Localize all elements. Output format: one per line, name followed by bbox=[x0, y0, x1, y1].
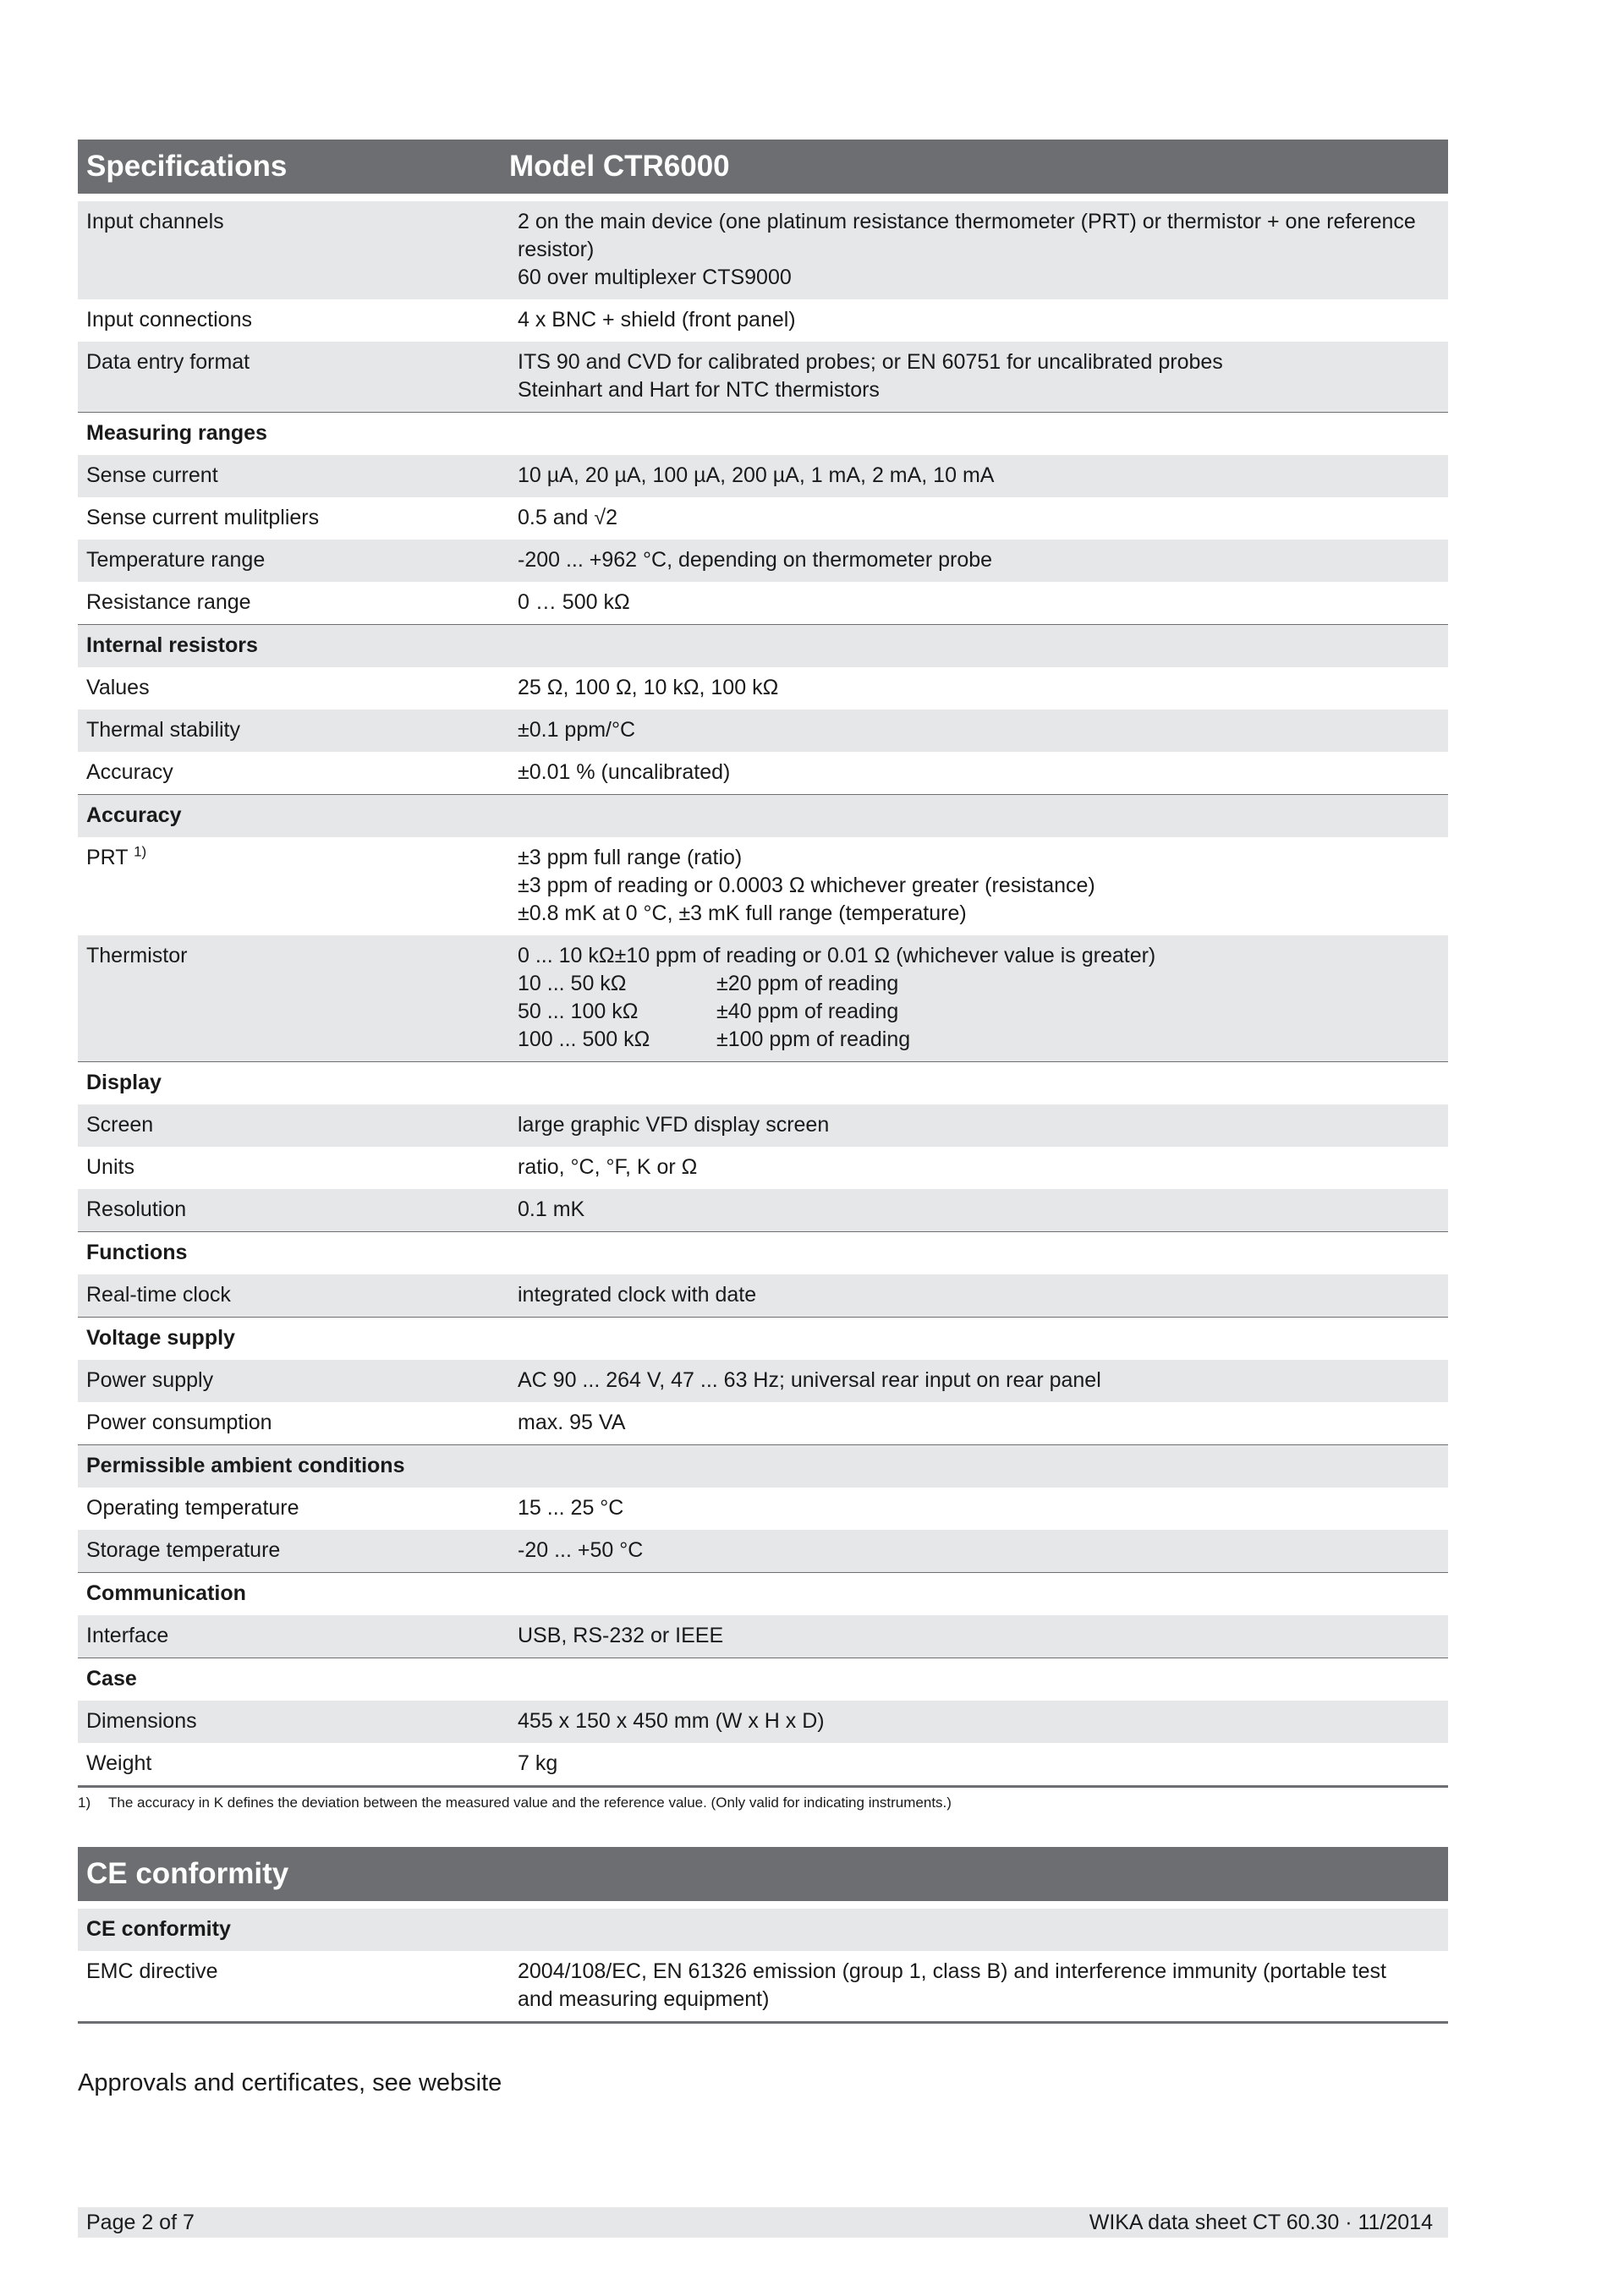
section-heading-row bbox=[78, 1445, 1448, 1488]
table-row bbox=[78, 497, 1448, 540]
table-row bbox=[78, 837, 1448, 935]
value-line: 60 over multiplexer CTS9000 bbox=[518, 266, 792, 289]
row-label: Power supply bbox=[78, 1360, 509, 1402]
table-row bbox=[78, 582, 1448, 625]
row-label: Resolution bbox=[78, 1189, 509, 1232]
range-label: 100 ... 500 kΩ bbox=[518, 1027, 650, 1051]
section-heading-row bbox=[78, 1062, 1448, 1105]
section-heading-row bbox=[78, 1909, 1448, 1951]
table-row bbox=[78, 1147, 1448, 1189]
value-line bbox=[518, 1026, 1440, 1054]
table-row bbox=[78, 540, 1448, 582]
section-heading: Permissible ambient conditions bbox=[78, 1445, 509, 1488]
row-label: Sense current bbox=[78, 455, 509, 497]
table-row bbox=[78, 455, 1448, 497]
row-value: 455 x 150 x 450 mm (W x H x D) bbox=[509, 1701, 1448, 1743]
page-footer bbox=[78, 2207, 1448, 2238]
range-label: 50 ... 100 kΩ bbox=[518, 1000, 639, 1023]
row-label: Accuracy bbox=[86, 760, 173, 784]
section-heading: Accuracy bbox=[78, 795, 509, 838]
table-row bbox=[78, 1488, 1448, 1530]
approvals-note: Approvals and certificates, see website bbox=[78, 2069, 502, 2096]
table-row bbox=[78, 1274, 1448, 1318]
row-value: 7 kg bbox=[509, 1743, 1448, 1787]
range-value: ±100 ppm of reading bbox=[716, 1027, 911, 1051]
section-heading: CE conformity bbox=[78, 1909, 509, 1951]
range-value: ±40 ppm of reading bbox=[716, 1000, 899, 1023]
table-row bbox=[78, 1615, 1448, 1658]
row-label: Input channels bbox=[78, 201, 509, 299]
row-label: Values bbox=[86, 676, 150, 699]
ce-conformity-header bbox=[78, 1847, 1448, 1901]
ce-conformity-section bbox=[78, 1847, 1448, 2024]
value-line bbox=[518, 970, 1440, 998]
row-value: 0.5 and √2 bbox=[518, 506, 617, 529]
row-label: Interface bbox=[78, 1615, 509, 1658]
prt-label: PRT bbox=[86, 846, 129, 869]
row-value: 4 x BNC + shield (front panel) bbox=[518, 308, 796, 332]
row-value bbox=[509, 837, 1448, 935]
row-value bbox=[509, 342, 1448, 413]
document-reference: WIKA data sheet CT 60.30 · 11/2014 bbox=[1089, 2210, 1433, 2234]
row-label: Thermistor bbox=[78, 935, 509, 1062]
footnote-reference: 1) bbox=[134, 843, 147, 860]
row-label: Input connections bbox=[86, 308, 252, 332]
row-label: Dimensions bbox=[78, 1701, 509, 1743]
row-label: Screen bbox=[78, 1104, 509, 1147]
ce-conformity-table bbox=[78, 1909, 1448, 2024]
row-value: ratio, °C, °F, K or Ω bbox=[518, 1155, 698, 1179]
row-label: Power consumption bbox=[86, 1411, 272, 1434]
section-heading: Measuring ranges bbox=[78, 413, 509, 456]
table-row bbox=[78, 1104, 1448, 1147]
row-value: large graphic VFD display screen bbox=[509, 1104, 1448, 1147]
table-row bbox=[78, 1360, 1448, 1402]
row-label: Storage temperature bbox=[78, 1530, 509, 1573]
section-heading-row bbox=[78, 795, 1448, 838]
section-heading: Internal resistors bbox=[78, 625, 509, 668]
row-label: Thermal stability bbox=[78, 710, 509, 752]
row-label bbox=[78, 837, 509, 935]
table-row bbox=[78, 667, 1448, 710]
table-row bbox=[78, 752, 1448, 795]
model-header-title: Model CTR6000 bbox=[509, 150, 730, 183]
row-value: max. 95 VA bbox=[518, 1411, 626, 1434]
specifications-table bbox=[78, 201, 1448, 1788]
specifications-section bbox=[78, 140, 1448, 1811]
value-line bbox=[518, 998, 1440, 1026]
row-label: Temperature range bbox=[78, 540, 509, 582]
section-heading-row bbox=[78, 625, 1448, 668]
row-value: 10 µA, 20 µA, 100 µA, 200 µA, 1 mA, 2 mA, 10 mA bbox=[509, 455, 1448, 497]
row-label: Units bbox=[86, 1155, 134, 1179]
table-row bbox=[78, 1530, 1448, 1573]
section-heading: Communication bbox=[78, 1573, 509, 1616]
value-line: 0 ... 10 kΩ±10 ppm of reading or 0.01 Ω (whichever value is greater) bbox=[518, 944, 1156, 967]
row-value: integrated clock with date bbox=[509, 1274, 1448, 1318]
value-line: ±3 ppm of reading or 0.0003 Ω whichever greater (resistance) bbox=[518, 874, 1095, 897]
range-value: ±20 ppm of reading bbox=[716, 972, 899, 995]
value-line: ±3 ppm full range (ratio) bbox=[518, 846, 743, 869]
table-row bbox=[78, 342, 1448, 413]
section-heading-row bbox=[78, 1658, 1448, 1701]
table-row bbox=[78, 710, 1448, 752]
value-line: Steinhart and Hart for NTC thermistors bbox=[518, 378, 880, 402]
specifications-header-title: Specifications bbox=[86, 150, 288, 183]
section-heading-row bbox=[78, 1573, 1448, 1616]
value-line: ±0.8 mK at 0 °C, ±3 mK full range (temperature) bbox=[518, 901, 967, 925]
value-line: 2004/108/EC, EN 61326 emission (group 1, class B) and interference immunity (portable test bbox=[518, 1959, 1386, 1983]
ce-conformity-header-title: CE conformity bbox=[86, 1857, 289, 1890]
section-heading: Display bbox=[78, 1062, 509, 1105]
footnote-mark: 1) bbox=[78, 1795, 91, 1811]
specifications-header bbox=[78, 140, 1448, 194]
value-line: and measuring equipment) bbox=[518, 1987, 770, 2011]
range-label: 10 ... 50 kΩ bbox=[518, 972, 627, 995]
row-value: ±0.01 % (uncalibrated) bbox=[518, 760, 731, 784]
footnote-text: The accuracy in K defines the deviation between the measured value and the reference value. (Only valid for indicating instruments.) bbox=[108, 1795, 952, 1811]
section-heading-row bbox=[78, 1232, 1448, 1275]
row-value: AC 90 ... 264 V, 47 ... 63 Hz; universal rear input on rear panel bbox=[509, 1360, 1448, 1402]
row-label: Resistance range bbox=[86, 590, 251, 614]
value-line: ITS 90 and CVD for calibrated probes; or EN 60751 for uncalibrated probes bbox=[518, 350, 1223, 374]
table-row bbox=[78, 1701, 1448, 1743]
row-value: -20 ... +50 °C bbox=[509, 1530, 1448, 1573]
row-value: ±0.1 ppm/°C bbox=[509, 710, 1448, 752]
row-value: 15 ... 25 °C bbox=[518, 1496, 624, 1520]
section-heading: Voltage supply bbox=[78, 1318, 509, 1361]
row-value: 25 Ω, 100 Ω, 10 kΩ, 100 kΩ bbox=[518, 676, 779, 699]
section-heading-row bbox=[78, 413, 1448, 456]
value-line: 2 on the main device (one platinum resistance thermometer (PRT) or thermistor + one reference resistor) bbox=[518, 210, 1416, 261]
row-value: -200 ... +962 °C, depending on thermometer probe bbox=[509, 540, 1448, 582]
table-row bbox=[78, 1743, 1448, 1787]
table-row bbox=[78, 1189, 1448, 1232]
table-row bbox=[78, 201, 1448, 299]
row-label: Operating temperature bbox=[86, 1496, 299, 1520]
table-row bbox=[78, 299, 1448, 342]
table-row bbox=[78, 935, 1448, 1062]
row-value bbox=[509, 935, 1448, 1062]
row-value bbox=[509, 1951, 1448, 2023]
section-heading: Case bbox=[78, 1658, 509, 1701]
row-value bbox=[509, 201, 1448, 299]
section-heading-row bbox=[78, 1318, 1448, 1361]
row-label: Data entry format bbox=[78, 342, 509, 413]
row-label: Real-time clock bbox=[78, 1274, 509, 1318]
table-row bbox=[78, 1951, 1448, 2023]
row-label: Sense current mulitpliers bbox=[86, 506, 320, 529]
row-label: EMC directive bbox=[78, 1951, 509, 2023]
row-value: 0 … 500 kΩ bbox=[518, 590, 630, 614]
section-heading: Functions bbox=[78, 1232, 509, 1275]
page-number: Page 2 of 7 bbox=[86, 2210, 195, 2234]
row-label: Weight bbox=[78, 1743, 509, 1787]
row-value: 0.1 mK bbox=[509, 1189, 1448, 1232]
row-value: USB, RS-232 or IEEE bbox=[509, 1615, 1448, 1658]
table-row bbox=[78, 1402, 1448, 1445]
footnote bbox=[78, 1795, 1448, 1811]
